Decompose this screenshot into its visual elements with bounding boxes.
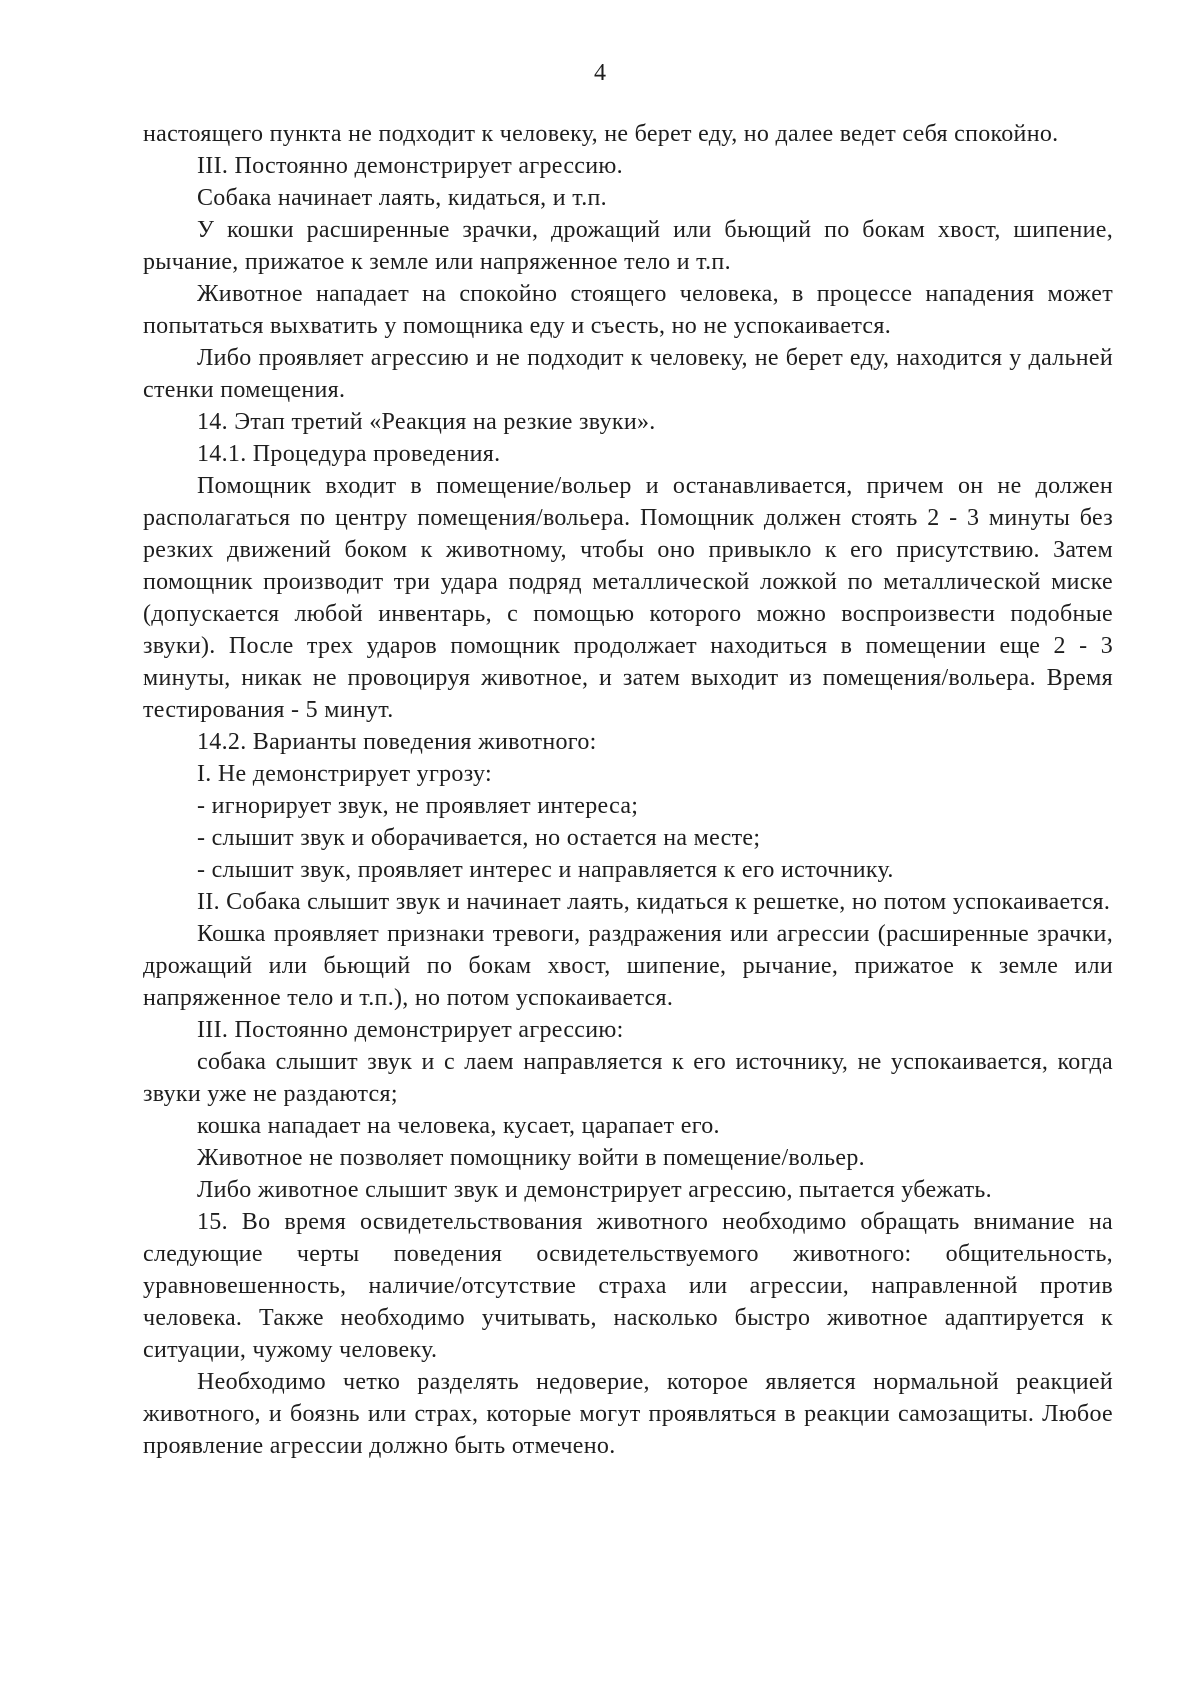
paragraph-dog-aggression: собака слышит звук и с лаем направляется к его источнику, не успокаивается, когда звуки уже не раздаются; xyxy=(143,1049,1113,1107)
document-body xyxy=(143,118,1113,1462)
list-item-ignores-sound: - игнорирует звук, не проявляет интереса; xyxy=(197,793,639,819)
paragraph-continuation: настоящего пункта не подходит к человеку, не берет еду, но далее ведет себя спокойно. xyxy=(143,121,1059,147)
paragraph-no-threat: I. Не демонстрирует угрозу: xyxy=(197,761,492,787)
paragraph-cat-attacks: кошка нападает на человека, кусает, царапает его. xyxy=(197,1113,720,1139)
paragraph-blocks-entry: Животное не позволяет помощнику войти в помещение/вольер. xyxy=(197,1145,865,1171)
subsection-heading-14-2: 14.2. Варианты поведения животного: xyxy=(197,729,597,755)
paragraph-tries-escape: Либо животное слышит звук и демонстрирует агрессию, пытается убежать. xyxy=(197,1177,992,1203)
subsection-heading-14-1: 14.1. Процедура проведения. xyxy=(197,441,501,467)
paragraph-dog-barks: Собака начинает лаять, кидаться, и т.п. xyxy=(197,185,607,211)
paragraph-dog-calms: II. Собака слышит звук и начинает лаять, кидаться к решетке, но потом успокаивается. xyxy=(197,889,1111,915)
list-item-shows-interest: - слышит звук, проявляет интерес и направляется к его источнику. xyxy=(197,857,894,883)
paragraph-animal-attacks: Животное нападает на спокойно стоящего человека, в процессе нападения может попытаться выхватить у помощника еду и съесть, но не успокаивается. xyxy=(143,281,1113,339)
page-number: 4 xyxy=(594,60,606,86)
section-heading-14: 14. Этап третий «Реакция на резкие звуки». xyxy=(197,409,656,435)
paragraph-cat-signs: У кошки расширенные зрачки, дрожащий или бьющий по бокам хвост, шипение, рычание, прижатое к земле или напряженное тело и т.п. xyxy=(143,217,1113,275)
list-item-turns-around: - слышит звук и оборачивается, но остается на месте; xyxy=(197,825,761,851)
paragraph-procedure: Помощник входит в помещение/вольер и останавливается, причем он не должен располагаться по центру помещения/вольера. Помощник должен стоять 2 - 3 минуты без резких движений боком к животному, чтобы оно привыкло к его присутствию. Затем помощник производит три удара подряд металлической ложкой по металлической миске (допускается любой инвентарь, с помощью которого можно воспроизвести подобные звуки). После трех ударов помощник продолжает находиться в помещении еще 2 - 3 минуты, никак не провоцируя животное, и затем выходит из помещения/вольера. Время тестирования - 5 минут. xyxy=(143,473,1113,723)
paragraph-cat-calms: Кошка проявляет признаки тревоги, раздражения или агрессии (расширенные зрачки, дрожащий или бьющий по бокам хвост, шипение, рычание, прижатое к земле или напряженное тело и т.п.), но потом успокаивается. xyxy=(143,921,1113,1011)
paragraph-distinguish-distrust: Необходимо четко разделять недоверие, которое является нормальной реакцией животного, и боязнь или страх, которые могут проявляться в реакции самозащиты. Любое проявление агрессии должно быть отмечено. xyxy=(143,1369,1113,1459)
section-paragraph-15: 15. Во время освидетельствования животного необходимо обращать внимание на следующие черты поведения освидетельствуемого животного: общительность, уравновешенность, наличие/отсутствие страха или агрессии, направленной против человека. Также необходимо учитывать, насколько быстро животное адаптируется к ситуации, чужому человеку. xyxy=(143,1209,1113,1363)
paragraph-aggression-heading: III. Постоянно демонстрирует агрессию. xyxy=(197,153,623,179)
paragraph-constant-aggression: III. Постоянно демонстрирует агрессию: xyxy=(197,1017,624,1043)
paragraph-avoids-person: Либо проявляет агрессию и не подходит к человеку, не берет еду, находится у дальней стенки помещения. xyxy=(143,345,1113,403)
